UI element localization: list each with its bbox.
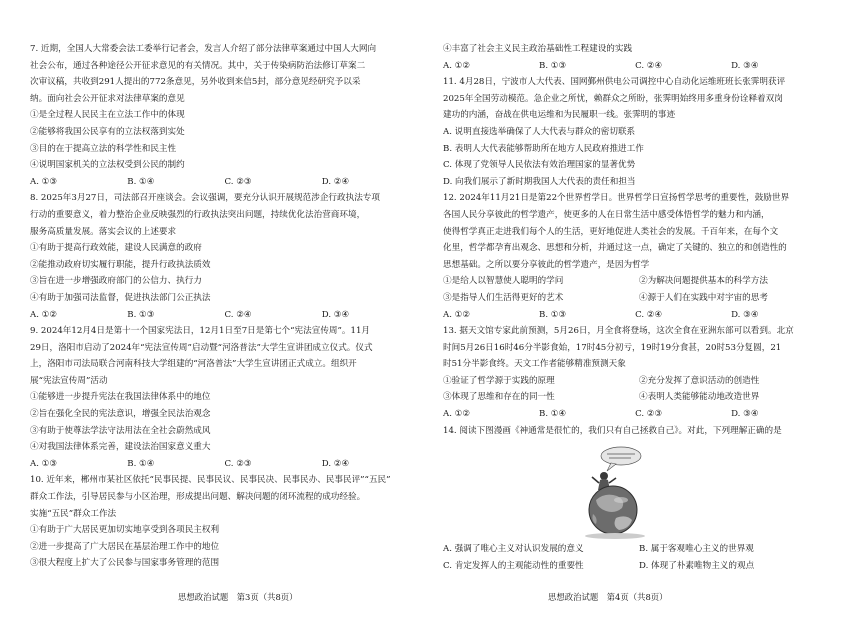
statement-item: ③很大程度上扩大了公民参与国家事务管理的范围	[30, 558, 220, 569]
question-text: 时间5月26日16时46分半影食始，17时45分初亏，19时19分食甚，20时53分复圆，21	[443, 342, 782, 353]
option-a: A. ①③	[30, 176, 58, 187]
option-d: D. ③④	[731, 60, 759, 71]
left-page	[30, 43, 427, 574]
question-text: 10. 近年来，郴州市某社区依托“民事民提、民事民议、民事民决、民事民办、民事民评”“五民”	[30, 475, 391, 486]
statement-item: ①能够进一步提升宪法在我国法律体系中的地位	[30, 392, 211, 403]
question-text: 7. 近期，全国人大常委会法工委举行记者会，发言人介绍了部分法律草案通过中国人大网向	[30, 44, 377, 54]
option-b: B. 表明人大代表能够帮助所在地方人民政府推进工作	[443, 143, 644, 154]
question-9	[30, 325, 427, 474]
option-b: B. 属于客观唯心主义的世界观	[639, 544, 754, 555]
cartoon-illustration	[571, 444, 661, 540]
option-a: A. 说明直接选举确保了人大代表与群众的密切联系	[443, 126, 636, 137]
option-c: C. ②③	[224, 458, 252, 469]
statement-pair	[443, 375, 835, 392]
statement-item: ①有助于广大居民更加切实地享受到各项民主权利	[30, 525, 220, 536]
statement-item: ③旨在进一步增强政府部门的公信力、执行力	[30, 276, 202, 287]
question-text: 2025年全国劳动模范。急企业之所忧，赖群众之所盼，张霁明始终用多重身份诠释着双岗	[443, 93, 783, 104]
statement-item: ③有助于使尊法学法守法用法在全社会蔚然成风	[30, 425, 211, 436]
question-text: 使得哲学真正走进我们每个人的生活，更好地促进人类社会的发展。千百年来，在每个文	[443, 226, 779, 237]
question-text: 次审议稿，共收到291人提出的772条意见，另外收到来信5封，部分意见经研究予以采	[30, 77, 361, 88]
option-c: C. 体现了党领导人民依法有效治理国家的显著优势	[443, 160, 636, 171]
answer-options	[443, 543, 835, 560]
option-d: D. ②④	[321, 458, 350, 469]
question-text: 思想基础。之所以要分享彼此的哲学遗产，是因为哲学	[443, 259, 650, 270]
statement-item: ③体现了思维和存在的同一性	[443, 392, 555, 403]
option-b: B. ①③	[127, 309, 155, 320]
option-b: B. ①③	[539, 309, 567, 320]
question-text: 实施“五民”群众工作法	[30, 508, 117, 519]
question-10	[30, 474, 427, 574]
option-b: B. ①④	[127, 458, 155, 469]
option-a: A. ①②	[30, 309, 58, 320]
option-d: D. ②④	[321, 176, 350, 187]
question-text: 各国人民分享彼此的哲学遗产，使更多的人在日常生活中感受体悟哲学的魅力和内涵，	[443, 209, 770, 220]
statement-item: ①验证了哲学源于实践的原理	[443, 375, 555, 386]
question-11	[443, 76, 835, 192]
option-a: A. ①②	[443, 309, 471, 320]
statement-item: ④源于人们在实践中对宇宙的思考	[639, 292, 768, 303]
question-12	[443, 192, 835, 325]
option-c: C. ②④	[635, 309, 663, 320]
question-8	[30, 192, 427, 325]
answer-options	[30, 176, 427, 193]
question-text: 9. 2024年12月4日是第十一个国家宪法日，12月1日至7日是第七个“宪法宣传周”。11月	[30, 326, 371, 337]
statement-item: ④表明人类能够能动地改造世界	[639, 392, 760, 403]
option-b: B. ①③	[539, 60, 567, 71]
answer-options	[443, 60, 835, 77]
option-c: C. 肯定发挥人的主观能动性的重要性	[443, 560, 584, 571]
question-10-continued	[443, 43, 835, 76]
right-page	[443, 43, 835, 576]
question-text: 时51分半影食终。天文工作者能够精准预测天象	[443, 359, 626, 370]
answer-options	[30, 458, 427, 475]
question-text: 上，洛阳市司法局联合河南科技大学组建的“河洛普法”大学生宣讲团正式成立。组织开	[30, 359, 357, 370]
question-13	[443, 325, 835, 425]
option-d: D. 体现了朴素唯物主义的观点	[639, 560, 755, 571]
statement-item: ②进一步提高了广大居民在基层治理工作中的地位	[30, 541, 220, 552]
question-text: 14. 阅读下图漫画《神通常是很忙的，我们只有自己拯救自己》。对此，下列理解正确的是	[443, 425, 782, 436]
question-text: 行动的重要意义，着力整治企业反映强烈的行政执法突出问题，持续优化法治营商环境，	[30, 209, 366, 220]
answer-options	[443, 408, 835, 425]
page-footer-left: 思想政治试题 第3页（共8页）	[178, 592, 298, 602]
question-text: 展“宪法宣传周”活动	[30, 375, 108, 386]
question-text: 社会公布，通过各种途径公开征求意见的有关情况。其中，关于传染病防治法修订草案二	[30, 60, 366, 71]
statement-item: ②为解决问题提供基本的科学方法	[639, 276, 768, 287]
option-c: C. ②④	[635, 60, 663, 71]
statement-item: ①是全过程人民民主在立法工作中的体现	[30, 110, 185, 121]
answer-options	[443, 309, 835, 326]
statement-item: ③目的在于提高立法的科学性和民主性	[30, 143, 177, 154]
question-text: 13. 据天文馆专家此前预测，5月26日，月全食将登场，这次全食在亚洲东部可以看到。北京	[443, 326, 794, 337]
statement-item: ②能够将我国公民享有的立法权落到实处	[30, 126, 185, 137]
option-a: A. ①②	[443, 409, 471, 420]
option-b: B. ①④	[539, 409, 567, 420]
question-text: 化里，哲学都孕育出观念、思想和分析，并通过这一点，确定了关键的、独立的和创造性的	[443, 243, 787, 254]
option-c: C. ②③	[224, 176, 252, 187]
option-d: D. ③④	[321, 309, 350, 320]
question-text: 12. 2024年11月21日是第22个世界哲学日。世界哲学日宣扬哲学思考的重要性，鼓励世界	[443, 193, 790, 204]
statement-item: ①有助于提高行政效能，建设人民满意的政府	[30, 243, 202, 254]
option-d: D. ③④	[731, 409, 759, 420]
question-text: 29日，洛阳市启动了2024年“宪法宣传周”启动暨“河洛普法”大学生宣讲团成立仪式。仪式	[30, 342, 373, 353]
option-a: A. ①③	[30, 458, 58, 469]
option-a: A. 强调了唯心主义对认识发展的意义	[443, 544, 584, 555]
option-b: B. ①④	[127, 176, 155, 187]
statement-item: ①是给人以智慧使人聪明的学问	[443, 276, 564, 287]
question-text: 服务高质量发展。落实会议的上述要求	[30, 226, 177, 237]
cartoon-drawing	[571, 444, 661, 540]
answer-options	[443, 560, 835, 577]
statement-pair	[443, 391, 835, 408]
statement-item: ②旨在强化全民的宪法意识，增强全民法治观念	[30, 409, 211, 420]
statement-item: ④有助于加强司法监督，促进执法部门公正执法	[30, 292, 211, 303]
statement-item: ④对我国法律体系完善，建设法治国家意义重大	[30, 442, 211, 453]
statement-item: ②能推动政府切实履行职能，提升行政执法质效	[30, 259, 211, 270]
answer-options	[30, 309, 427, 326]
question-7	[30, 43, 427, 192]
question-text: 纳。面向社会公开征求对法律草案的意见	[30, 93, 185, 104]
statement-pair	[443, 275, 835, 292]
statement-item: ③是指导人们生活得更好的艺术	[443, 292, 564, 303]
statement-item: ④说明国家机关的立法权受到公民的制约	[30, 160, 185, 171]
page-footer-right: 思想政治试题 第4页（共8页）	[548, 592, 668, 602]
statement-item: ④丰富了社会主义民主政治基础性工程建设的实践	[443, 44, 633, 54]
option-d: D. ③④	[731, 309, 759, 320]
question-14	[443, 425, 835, 577]
question-text: 11. 4月28日，宁波市人大代表、国网鄞州供电公司调控中心自动化运维班班长张霁明获评	[443, 77, 786, 88]
question-text: 8. 2025年3月27日，司法部召开座谈会。会议强调，要充分认识开展规范涉企行政执法专项	[30, 193, 380, 204]
option-a: A. ①②	[443, 60, 471, 71]
statement-pair	[443, 292, 835, 309]
question-text: 建功的内涵，奋战在供电运维和为民履职一线。张霁明的事迹	[443, 110, 676, 121]
statement-item: ②充分发挥了意识活动的创造性	[639, 375, 760, 386]
option-d: D. 向我们展示了新时期我国人大代表的责任和担当	[443, 176, 636, 187]
question-text: 群众工作法，引导居民参与小区治理，形成提出问题、解决问题的闭环流程的成功经验。	[30, 492, 366, 503]
option-c: C. ②④	[224, 309, 252, 320]
option-c: C. ②③	[635, 409, 663, 420]
